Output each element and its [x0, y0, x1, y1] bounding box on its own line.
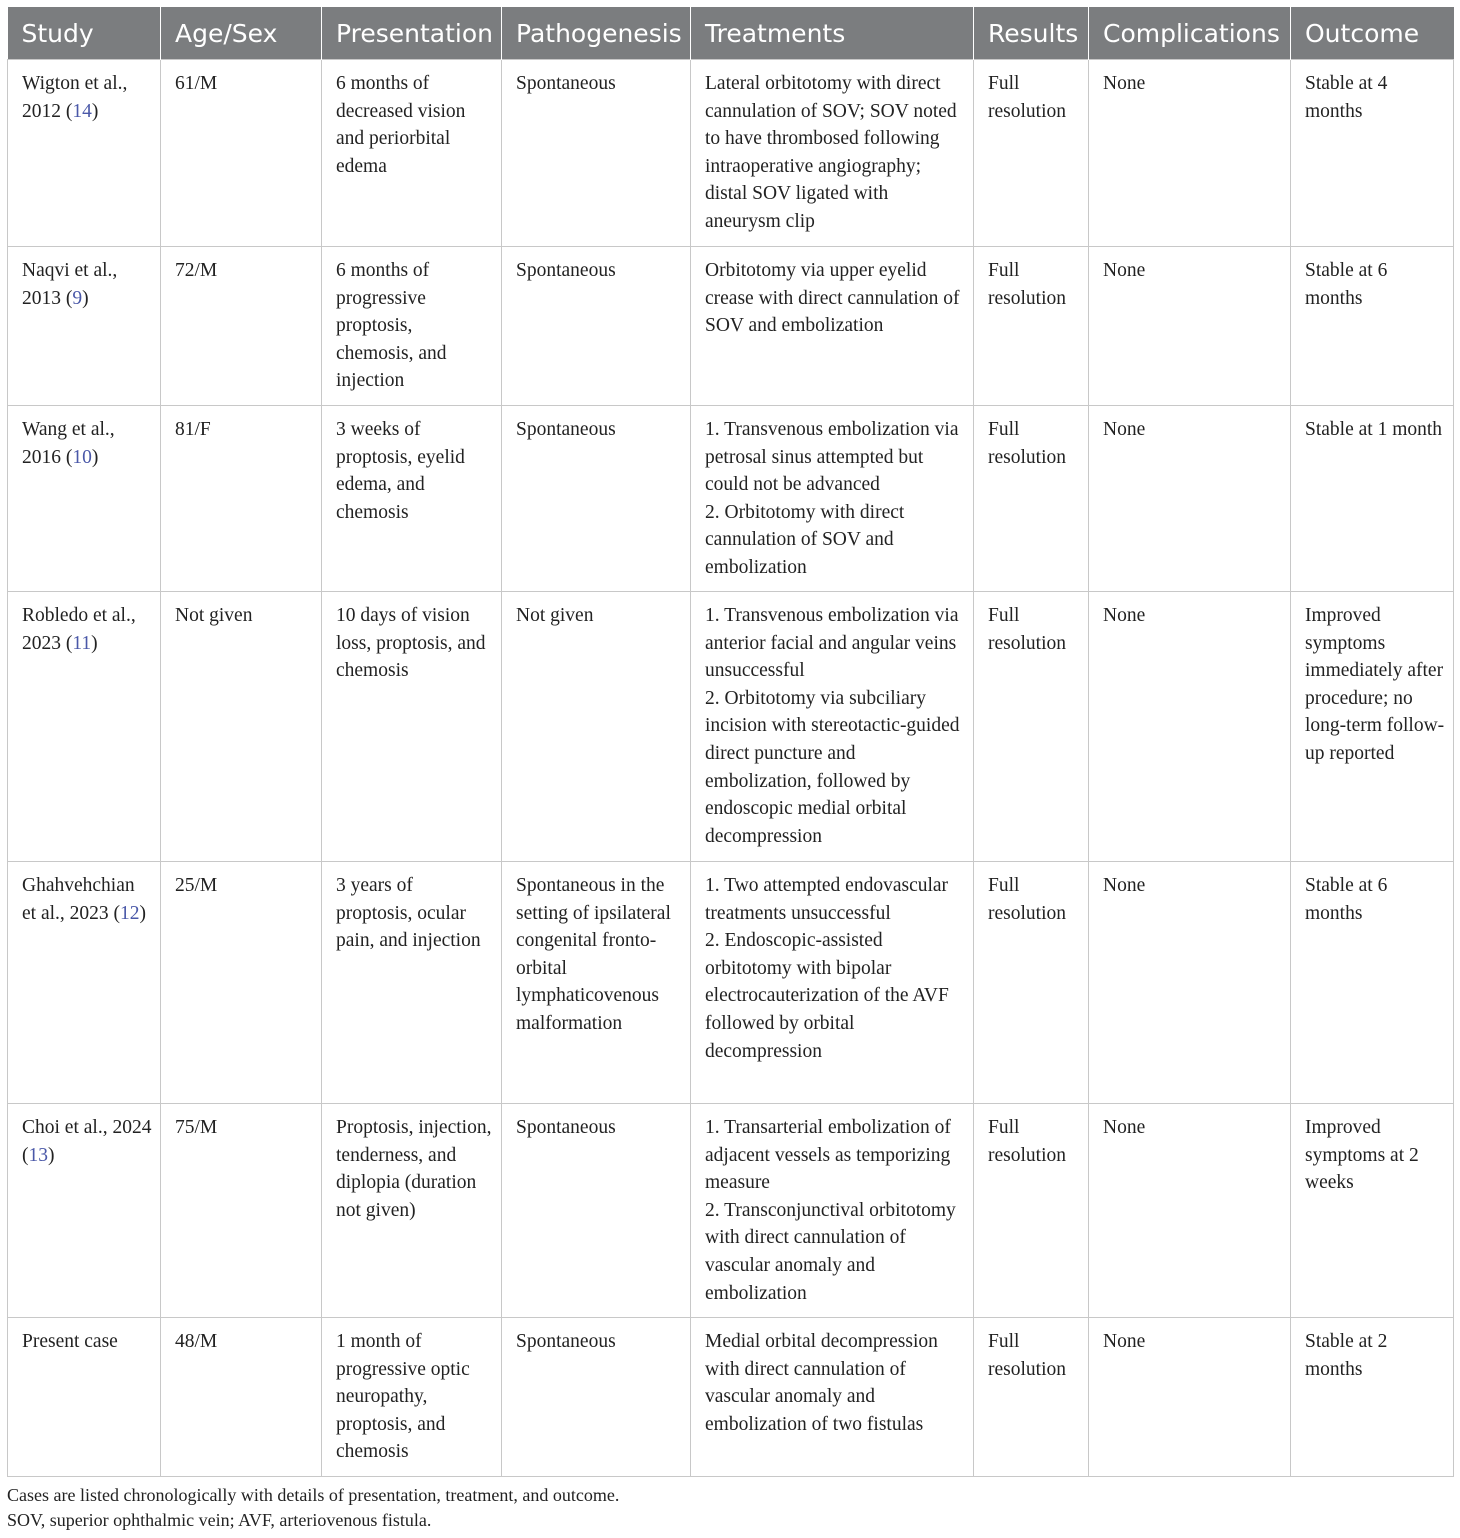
presentation-cell: 10 days of vision loss, proptosis, and chemosis: [322, 592, 502, 862]
outcome-cell: Improved symptoms at 2 weeks: [1291, 1104, 1454, 1318]
age-sex-cell: 61/M: [161, 60, 322, 247]
pathogenesis-cell: Spontaneous: [502, 247, 691, 406]
table-row: [8, 1104, 1454, 1318]
pathogenesis-cell: Spontaneous in the setting of ipsilateral congenital fronto-orbital lymphaticovenous malformation: [502, 862, 691, 1104]
treatments-cell: Lateral orbitotomy with direct cannulation of SOV; SOV noted to have thrombosed following intraoperative angiography; distal SOV ligated with aneurysm clip: [691, 60, 974, 247]
outcome-cell: Stable at 1 month: [1291, 406, 1454, 592]
study-cell: Wang et al., 2016 (10): [8, 406, 161, 592]
table-row: [8, 406, 1454, 592]
reference-link[interactable]: 10: [72, 446, 92, 468]
footnote: SOV, superior ophthalmic vein; AVF, arteriovenous fistula.: [7, 1510, 432, 1530]
column-header-pathogenesis: Pathogenesis: [502, 7, 691, 60]
study-cell: Present case: [8, 1318, 161, 1477]
age-sex-cell: 81/F: [161, 406, 322, 592]
outcome-cell: Stable at 2 months: [1291, 1318, 1454, 1477]
study-cell: Ghahvehchian et al., 2023 (12): [8, 862, 161, 1104]
presentation-cell: 6 months of decreased vision and periorbital edema: [322, 60, 502, 247]
case-comparison-table: [7, 7, 1454, 1477]
treatments-cell: Medial orbital decompression with direct cannulation of vascular anomaly and embolization of two fistulas: [691, 1318, 974, 1477]
presentation-cell: Proptosis, injection, tenderness, and diplopia (duration not given): [322, 1104, 502, 1318]
treatments-cell: Orbitotomy via upper eyelid crease with direct cannulation of SOV and embolization: [691, 247, 974, 406]
reference-link[interactable]: 14: [72, 100, 92, 122]
presentation-cell: 1 month of progressive optic neuropathy, proptosis, and chemosis: [322, 1318, 502, 1477]
outcome-cell: Improved symptoms immediately after procedure; no long-term follow-up reported: [1291, 592, 1454, 862]
footnote: Cases are listed chronologically with details of presentation, treatment, and outcome.: [7, 1485, 620, 1505]
study-cell: Naqvi et al., 2013 (9): [8, 247, 161, 406]
outcome-cell: Stable at 4 months: [1291, 60, 1454, 247]
pathogenesis-cell: Spontaneous: [502, 406, 691, 592]
table-row: [8, 862, 1454, 1104]
column-header-outcome: Outcome: [1291, 7, 1454, 60]
complications-cell: None: [1089, 60, 1291, 247]
study-citation: Wigton et al., 2012: [22, 73, 128, 122]
pathogenesis-cell: Spontaneous: [502, 1318, 691, 1477]
results-cell: Full resolution: [974, 60, 1089, 247]
treatments-cell: 1. Transarterial embolization of adjacent vessels as temporizing measure 2. Transconjunctival orbitotomy with direct cannulation of vascular anomaly and embolization: [691, 1104, 974, 1318]
study-citation: Ghahvehchian et al., 2023: [22, 875, 135, 924]
results-cell: Full resolution: [974, 1104, 1089, 1318]
pathogenesis-cell: Not given: [502, 592, 691, 862]
age-sex-cell: 25/M: [161, 862, 322, 1104]
treatments-cell: 1. Transvenous embolization via anterior facial and angular veins unsuccessful 2. Orbitotomy via subciliary incision with stereotactic-guided direct puncture and embolization, followed by endoscopic medial orbital decompression: [691, 592, 974, 862]
column-header-study: Study: [8, 7, 161, 60]
table-row: [8, 60, 1454, 247]
complications-cell: None: [1089, 406, 1291, 592]
study-citation: Wang et al., 2016: [22, 419, 115, 468]
complications-cell: None: [1089, 1104, 1291, 1318]
treatments-cell: 1. Two attempted endovascular treatments unsuccessful 2. Endoscopic-assisted orbitotomy with bipolar electrocauterization of the AVF followed by orbital decompression: [691, 862, 974, 1104]
age-sex-cell: Not given: [161, 592, 322, 862]
column-header-results: Results: [974, 7, 1089, 60]
age-sex-cell: 48/M: [161, 1318, 322, 1477]
reference-link[interactable]: 11: [72, 632, 92, 654]
study-cell: Robledo et al., 2023 (11): [8, 592, 161, 862]
study-cell: Wigton et al., 2012 (14): [8, 60, 161, 247]
column-header-presentation: Presentation: [322, 7, 502, 60]
age-sex-cell: 72/M: [161, 247, 322, 406]
study-citation: Choi et al., 2024: [22, 1117, 152, 1138]
table-container: [7, 7, 1453, 1477]
pathogenesis-cell: Spontaneous: [502, 60, 691, 247]
results-cell: Full resolution: [974, 1318, 1089, 1477]
study-cell: Choi et al., 2024 (13): [8, 1104, 161, 1318]
results-cell: Full resolution: [974, 406, 1089, 592]
outcome-cell: Stable at 6 months: [1291, 247, 1454, 406]
table-row: [8, 247, 1454, 406]
treatments-cell: 1. Transvenous embolization via petrosal sinus attempted but could not be advanced 2. Orbitotomy with direct cannulation of SOV and embolization: [691, 406, 974, 592]
presentation-cell: 3 years of proptosis, ocular pain, and injection: [322, 862, 502, 1104]
age-sex-cell: 75/M: [161, 1104, 322, 1318]
study-citation: Robledo et al., 2023: [22, 605, 136, 654]
pathogenesis-cell: Spontaneous: [502, 1104, 691, 1318]
table-row: [8, 592, 1454, 862]
complications-cell: None: [1089, 592, 1291, 862]
presentation-cell: 3 weeks of proptosis, eyelid edema, and chemosis: [322, 406, 502, 592]
complications-cell: None: [1089, 247, 1291, 406]
complications-cell: None: [1089, 1318, 1291, 1477]
results-cell: Full resolution: [974, 247, 1089, 406]
results-cell: Full resolution: [974, 592, 1089, 862]
table-header-row: [8, 7, 1454, 60]
results-cell: Full resolution: [974, 862, 1089, 1104]
column-header-age-sex: Age/Sex: [161, 7, 322, 60]
table-row: [8, 1318, 1454, 1477]
reference-link[interactable]: 13: [28, 1144, 48, 1166]
reference-link[interactable]: 12: [120, 902, 140, 924]
study-citation: Naqvi et al., 2013: [22, 260, 118, 309]
complications-cell: None: [1089, 862, 1291, 1104]
table-body: [8, 60, 1454, 1477]
column-header-complications: Complications: [1089, 7, 1291, 60]
outcome-cell: Stable at 6 months: [1291, 862, 1454, 1104]
presentation-cell: 6 months of progressive proptosis, chemosis, and injection: [322, 247, 502, 406]
column-header-treatments: Treatments: [691, 7, 974, 60]
table-footnotes: [7, 1483, 619, 1533]
reference-link[interactable]: 9: [72, 287, 83, 309]
